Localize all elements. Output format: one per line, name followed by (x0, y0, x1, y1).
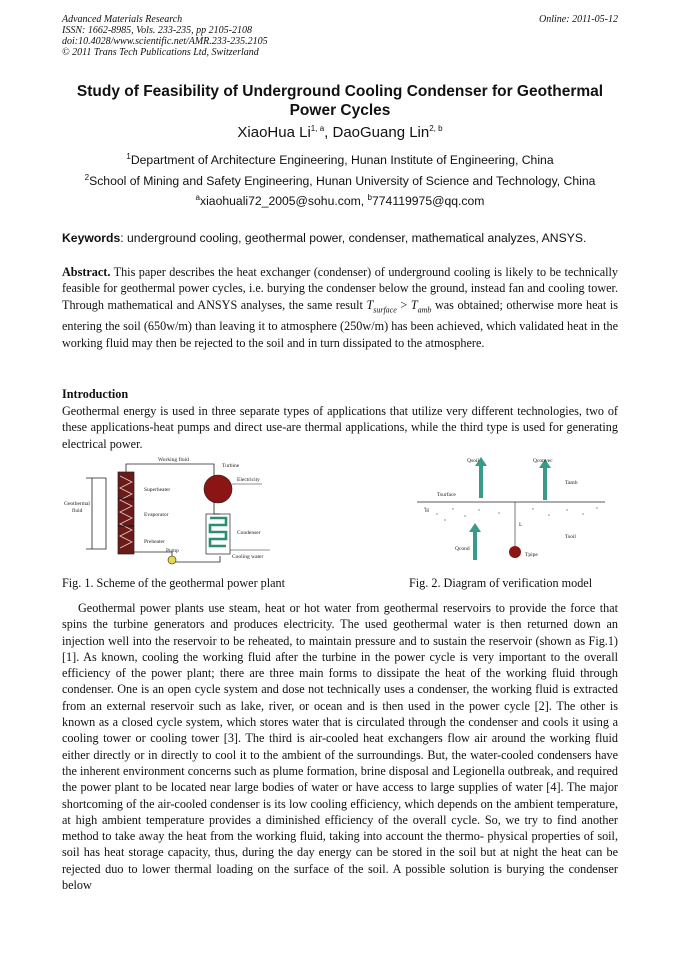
label-tsurface: Tsurface (437, 492, 456, 498)
online-date: Online: 2011-05-12 (539, 14, 618, 25)
label-tamb: Tamb (565, 480, 578, 486)
label-working-fluid: Working fluid (158, 457, 189, 463)
label-geothermal-fluid-2: fluid (72, 508, 83, 514)
abstract-text-1: This paper describes the heat exchanger (condenser) of underground cooling is likely to be technically feasible for geothermal power cycles, i.e. burying the condenser below the ground, instead fan and cooling tower. Through mathematical and ANSYS analyses, the same result (62, 265, 618, 312)
author-2: DaoGuang Lin (332, 124, 430, 141)
affiliation-2-text: School of Mining and Safety Engineering, Hunan University of Science and Technology, China (89, 174, 596, 189)
label-l: L (519, 522, 523, 528)
author-2-affil: 2, b (429, 124, 443, 133)
label-cooling-water: Cooling water (232, 554, 264, 560)
label-h: H (425, 508, 429, 514)
label-qsoil: Qsoil (467, 458, 479, 464)
label-tsoil: Tsoil (565, 534, 576, 540)
keywords-label: Keywords (62, 231, 121, 245)
figure-2-verification-model (415, 452, 607, 570)
email-b[interactable]: 774119975@qq.com (372, 194, 485, 209)
affiliation-1-text: Department of Architecture Engineering, Hunan Institute of Engineering, China (130, 153, 554, 168)
math-t-amb (410, 297, 432, 315)
doi-line[interactable]: doi:10.4028/www.scientific.net/AMR.233-235.2105 (62, 36, 268, 47)
soil-dots (424, 507, 597, 520)
affiliation-2 (62, 173, 618, 188)
author-list (62, 124, 618, 141)
label-tpipe: Tpipe (525, 552, 538, 558)
label-superheater: Superheater (144, 487, 171, 493)
abstract-text-2: was obtained; otherwise more heat is entering the soil (650w/m) than leaving it to atmosphere (250w/m) has been achieved, which validated heat in the working fluid may then be rejected to the soil and in turn dissipated to the atmosphere. (62, 297, 619, 350)
abstract (62, 264, 618, 351)
label-pump: Pump (166, 548, 179, 554)
pipe-icon (509, 546, 521, 558)
author-1-affil: 1, a (310, 124, 325, 133)
math-t-surface (366, 297, 397, 315)
label-geothermal-fluid: Geothermal (64, 501, 90, 507)
author-1: XiaoHua Li (237, 124, 311, 141)
label-qcond: Qcond (455, 546, 470, 552)
math-t2: T (410, 297, 418, 312)
label-electricity: Electricity (237, 477, 260, 483)
label-turbine: Turbine (222, 463, 240, 469)
email-a-sup: a (195, 193, 200, 202)
intro-paragraph-1: Geothermal energy is used in three separate types of applications that utilize very different technologies, two of these applications-heat pumps and direct use-are thermal applications, while the third type is used for generating electrical power. (62, 404, 618, 451)
copyright-line: © 2011 Trans Tech Publications Ltd, Switzerland (62, 47, 259, 58)
math-t1-sub: surface (373, 305, 397, 315)
pump-icon (168, 556, 176, 564)
email-b-sup: b (367, 193, 372, 202)
affiliation-1 (62, 152, 618, 167)
label-qconvec: Qconvec (533, 458, 553, 464)
author-separator: , (324, 124, 333, 141)
figure-2-caption: Fig. 2. Diagram of verification model (409, 576, 593, 590)
figure-1-power-plant-scheme (62, 452, 274, 570)
title-line-1: Study of Feasibility of Underground Cooling Condenser for Geothermal (76, 83, 604, 100)
intro-heading: Introduction (62, 387, 129, 401)
abstract-label: Abstract. (62, 265, 111, 279)
qcond-arrow-head (469, 523, 481, 532)
keywords (62, 231, 618, 245)
paper-title (62, 82, 618, 120)
label-condenser: Condenser (237, 530, 261, 536)
label-preheater: Preheater (144, 539, 165, 545)
affiliation-2-num: 2 (84, 173, 90, 182)
math-gt: > (396, 297, 411, 312)
label-evaporator: Evaporator (144, 512, 169, 518)
turbine-outlet-line (214, 502, 220, 514)
condenser-coil (210, 518, 226, 546)
journal-name: Advanced Materials Research (62, 14, 183, 25)
math-t1: T (366, 297, 374, 312)
turbine-icon (204, 475, 232, 503)
issn-line: ISSN: 1662-8985, Vols. 233-235, pp 2105-2108 (62, 25, 252, 36)
author-emails (62, 193, 618, 208)
email-a[interactable]: xiaohuali72_2005@sohu.com, (200, 194, 368, 209)
keywords-text: : underground cooling, geothermal power, condenser, mathematical analyzes, ANSYS. (120, 231, 587, 245)
journal-header (62, 14, 618, 58)
intro-paragraph-2: Geothermal power plants use steam, heat or hot water from geothermal reservoirs to provide the force that spins the turbine generators and produces electricity. The used geothermal water is then returned down an injection well into the reservoir to be reheated, to maintain pressure and to sustain the reservoir (shown as Fig.1) [1]. As known, cooling the working fluid after the turbine in the power cycle is very important to the overall efficiency of the power plant; there are three main forms to dissipate the heat of the working fluid through condenser. One is an open cycle system and dose not technically uses a condenser, the working fluid is extracted from an external reservoir such as lake, river, or ocean and is then used in the power cycle [2]. The other is known as a closed cycle system, which stores water that is circulated through the condenser and cools it using a cooling tower or cooling tower [3]. The third is air-cooled heat exchangers flow air around the working fluid either directly or in directly to cool it to the ambient of the surroundings. But, the water-cooled condensers have the inherent environment concerns such as plume formation, brine disposal and Legionella outbreak, and required the power plant to be located near large bodies of water or have access to large supplies of water [4]. The major shortcoming of the air-cooled condenser is its low cooling efficiency, which depends on the ambient temperature, at high ambient temperature provides a diminished efficiency of the overall cycle. So, we try to find another method to take away the heat from the working fluid, taking into account the thermo- physical properties of soil, soil has heat storage capacity, thus, during the day energy can be stored in the soil but at night the heat can be rejected duo to lower thermal loading on the surface of the soil. A possible solution is burying the condenser below (62, 601, 618, 893)
figure-1-caption: Fig. 1. Scheme of the geothermal power plant (62, 576, 286, 590)
title-line-2: Power Cycles (289, 102, 391, 119)
affiliation-1-num: 1 (126, 152, 131, 161)
working-fluid-line (126, 464, 214, 476)
math-t2-sub: amb (417, 305, 432, 315)
geothermal-fluid-line (86, 478, 106, 549)
